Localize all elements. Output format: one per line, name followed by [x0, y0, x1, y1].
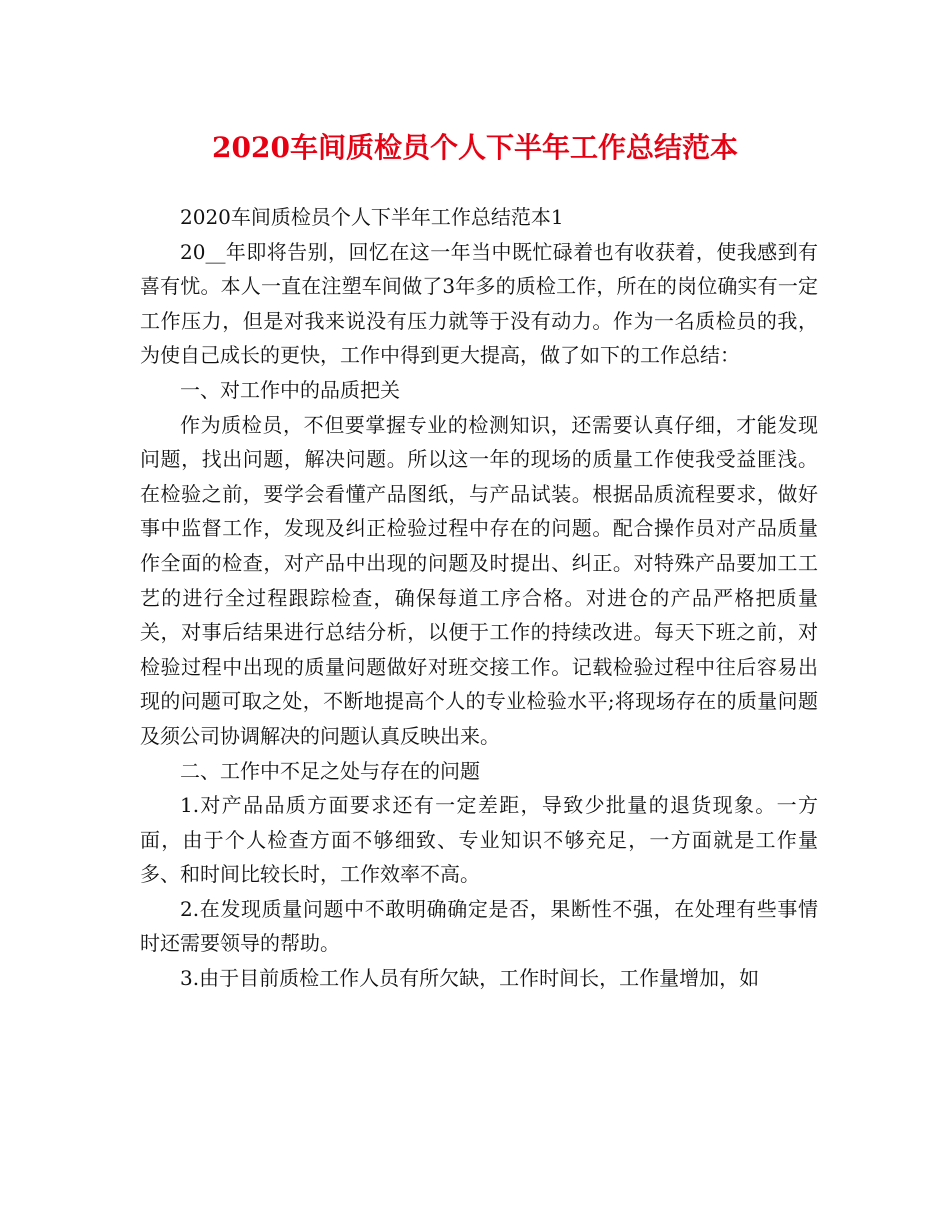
- document-title: 2020车间质检员个人下半年工作总结范本: [212, 131, 738, 164]
- paragraph-item-2: 2.在发现质量问题中不敢明确确定是否，果断性不强，在处理有些事情时还需要领导的帮助。: [140, 896, 818, 956]
- paragraph-item-3: 3.由于目前质检工作人员有所欠缺，工作时间长，工作量增加，如: [180, 966, 760, 991]
- document-body: [140, 200, 818, 996]
- section-heading-2: 二、工作中不足之处与存在的问题: [180, 758, 480, 783]
- paragraph-item-1: 1.对产品品质方面要求还有一定差距，导致少批量的退货现象。一方面，由于个人检查方面不够细致、专业知识不够充足，一方面就是工作量多、和时间比较长时，工作效率不高。: [140, 793, 818, 887]
- paragraph-quality-control: 作为质检员，不但要掌握专业的检测知识，还需要认真仔细，才能发现问题，找出问题，解决问题。所以这一年的现场的质量工作使我受益匪浅。在检验之前，要学会看懂产品图纸，与产品试装。根据品质流程要求，做好事中监督工作，发现及纠正检验过程中存在的问题。配合操作员对产品质量作全面的检查，对产品中出现的问题及时提出、纠正。对特殊产品要加工工艺的进行全过程跟踪检查，确保每道工序合格。对进仓的产品严格把质量关，对事后结果进行总结分析，以便于工作的持续改进。每天下班之前，对检验过程中出现的质量问题做好对班交接工作。记载检验过程中往后容易出现的问题可取之处，不断地提高个人的专业检验水平;将现场存在的质量问题及须公司协调解决的问题认真反映出来。: [140, 412, 818, 748]
- paragraph-subtitle: 2020车间质检员个人下半年工作总结范本1: [180, 205, 564, 229]
- section-heading-1: 一、对工作中的品质把关: [180, 377, 400, 402]
- paragraph-intro: 20__年即将告别，回忆在这一年当中既忙碌着也有收获着，使我感到有喜有忧。本人一直在注塑车间做了3年多的质检工作，所在的岗位确实有一定工作压力，但是对我来说没有压力就等于没有动力。作为一名质检员的我，为使自己成长的更快，工作中得到更大提高，做了如下的工作总结：: [140, 239, 818, 368]
